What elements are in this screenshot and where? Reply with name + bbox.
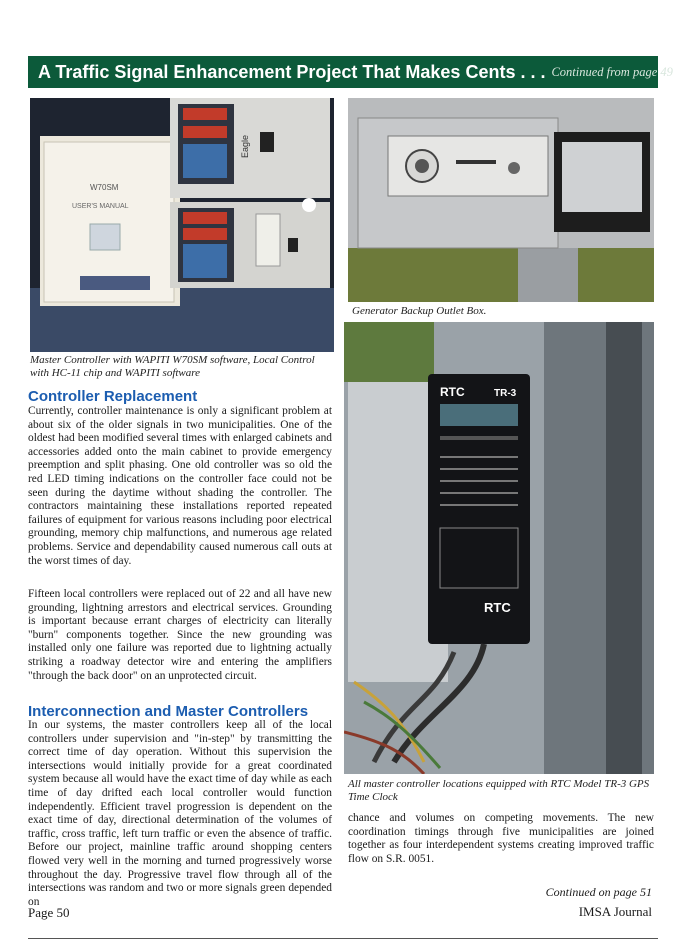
controller-replacement-heading: Controller Replacement [28,388,198,405]
master-controller-caption: Master Controller with WAPITI W70SM software, Local Control with HC-11 chip and WAPITI software [30,354,315,379]
rtc-brand-bottom: RTC [484,600,511,615]
manual-title: W70SM [90,183,119,192]
article-banner [28,56,673,88]
interconnection-paragraph-2: chance and volumes on competing movements. The new coordination timings through five municipalities are joined together as four interdependent systems creating improved traffic flow on S.R. 0051. [348,812,654,865]
footer-rule [28,938,658,939]
rtc-caption: All master controller locations equipped with RTC Model TR-3 GPS Time Clock [348,778,650,803]
rtc-gps-clock-photo [344,322,654,774]
rtc-model: TR-3 [494,388,517,399]
continued-from-label: Continued from page 49 [551,64,673,79]
continued-on-label: Continued on page 51 [545,885,652,899]
rtc-brand-top: RTC [440,385,465,399]
article-title: A Traffic Signal Enhancement Project That Makes Cents . . . [38,61,546,82]
master-controller-photo [30,98,334,352]
controller-brand: Eagle [240,134,250,158]
generator-outlet-photo [348,98,654,302]
controller-replacement-paragraph-1: Currently, controller maintenance is only a significant problem at about six of the older signals in two municipalities. One of the oldest had been modified several times with enlarged cabinets and accessories added onto the main cabinet to provide emergency preemption and split phasing. One old controller was so old the red LED timing indications on the controller face could not be seen during the daytime without shading the controller. The contractors maintaining these installations reported repeated failures of equipment for various reasons including poor electrical grounding, memory chip malfunctions, and numerous age related problems. Service and dependability caused numerous call outs at the worst times of day. [28,405,332,567]
generator-caption: Generator Backup Outlet Box. [352,305,487,317]
rtc-gps-clock-illustration [344,322,654,774]
journal-name: IMSA Journal [578,904,652,919]
page-number: Page 50 [28,905,70,920]
controller-replacement-paragraph-2: Fifteen local controllers were replaced out of 22 and all have new grounding, lightning arrestors and electrical services. Grounding is important because errant charges of electricity can literally "burn" components together. Since the new grounding was installed only one failure was reported due to lightning actually striking a roadway detector wire and entering the amplifiers "through the back door" on an unprotected circuit. [28,588,332,682]
interconnection-paragraph-1: In our systems, the master controllers keep all of the local controllers under supervision and "in-step" by transmitting the correct time of day operation. Without this supervision the intersections would initially provide for a great coordinated system because all would have the exact time of day while as each time of day drifted each local controller would function independently. Efficient travel progression is dependent on the exact time of day, directional determination of the volumes of traffic, cross traffic, left turn traffic or even the absence of traffic. Before our project, mainline traffic around shopping centers flowed very well in the morning and turned progressively worse throughout the day. Progressive travel flow through all of the intersections was random and two or more signals green depended on [28,719,332,908]
interconnection-heading: Interconnection and Master Controllers [28,703,309,720]
manual-subtitle: USER'S MANUAL [72,203,129,210]
master-controller-illustration [30,98,334,352]
generator-outlet-illustration [348,98,654,302]
